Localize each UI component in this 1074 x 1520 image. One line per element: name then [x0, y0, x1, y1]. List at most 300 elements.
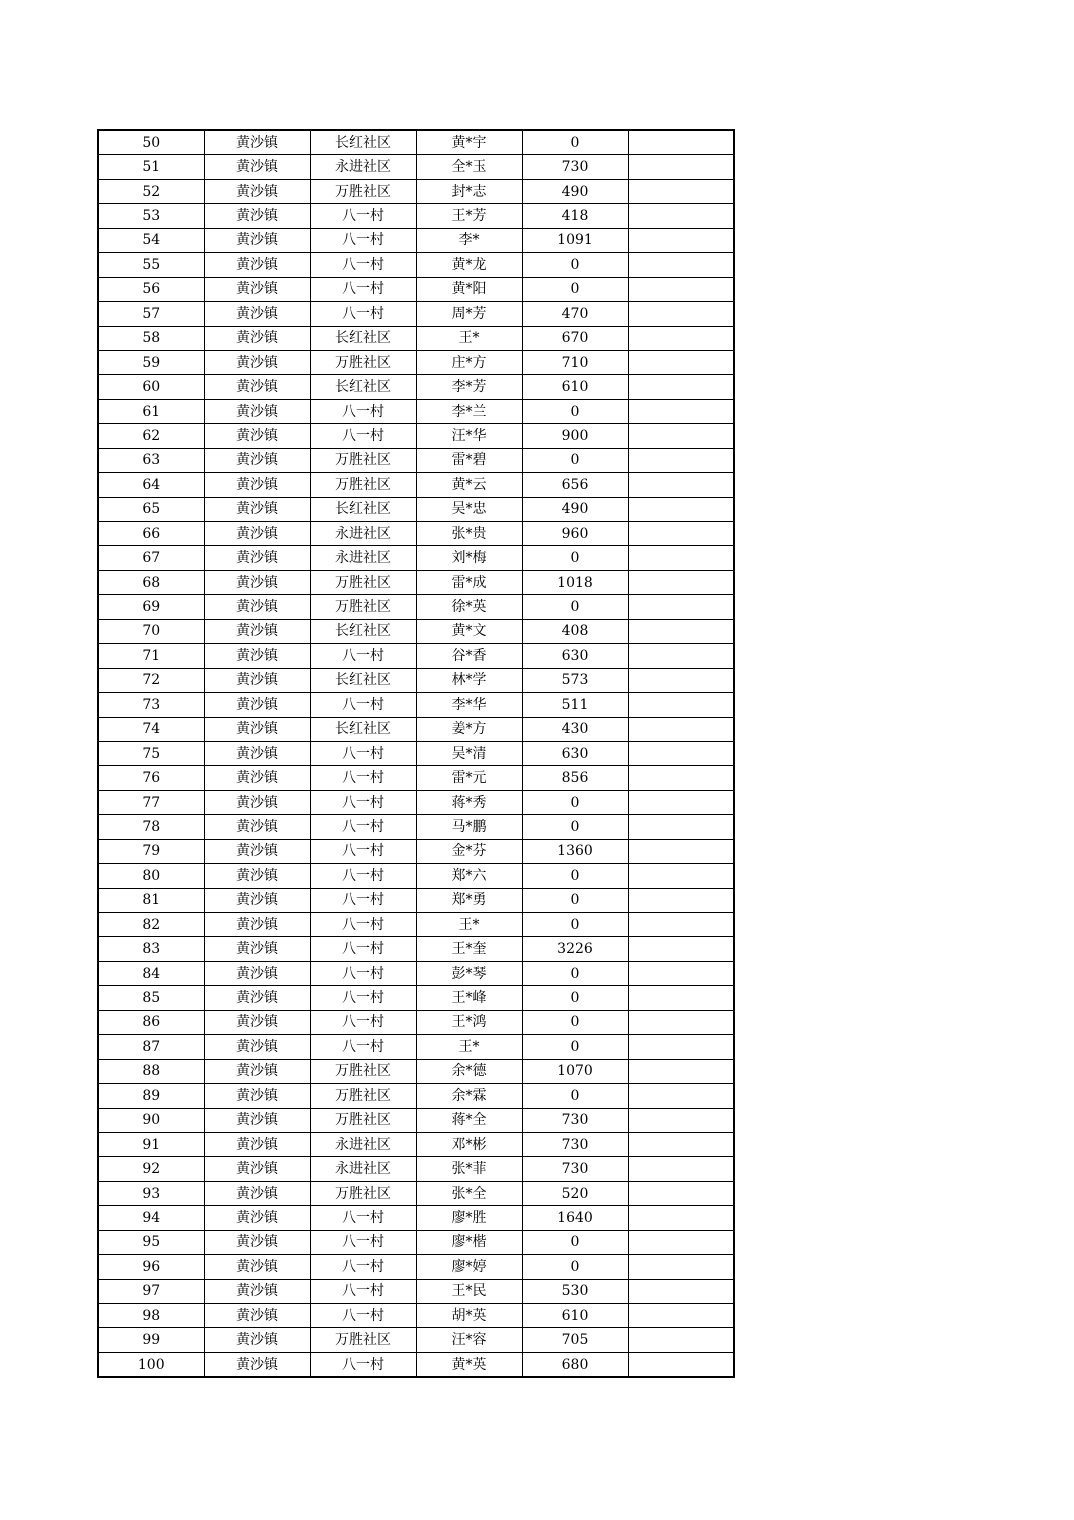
- cell-remark: [628, 913, 734, 937]
- cell-amount: 490: [522, 179, 628, 203]
- cell-index: 81: [98, 888, 204, 912]
- cell-remark: [628, 1084, 734, 1108]
- cell-community: 万胜社区: [310, 1328, 416, 1352]
- cell-name: 雷*元: [416, 766, 522, 790]
- table-row: [98, 1328, 734, 1352]
- cell-remark: [628, 1108, 734, 1132]
- cell-remark: [628, 497, 734, 521]
- cell-community: 八一村: [310, 228, 416, 252]
- cell-amount: 1070: [522, 1059, 628, 1083]
- cell-amount: 856: [522, 766, 628, 790]
- cell-town: 黄沙镇: [204, 570, 310, 594]
- cell-name: 刘*梅: [416, 546, 522, 570]
- cell-index: 85: [98, 986, 204, 1010]
- cell-remark: [628, 1352, 734, 1377]
- cell-index: 100: [98, 1352, 204, 1377]
- cell-amount: 0: [522, 253, 628, 277]
- cell-name: 彭*琴: [416, 961, 522, 985]
- cell-amount: 530: [522, 1279, 628, 1303]
- cell-amount: 0: [522, 986, 628, 1010]
- cell-community: 八一村: [310, 644, 416, 668]
- cell-index: 82: [98, 913, 204, 937]
- cell-index: 83: [98, 937, 204, 961]
- cell-town: 黄沙镇: [204, 1010, 310, 1034]
- cell-remark: [628, 1132, 734, 1156]
- cell-name: 林*学: [416, 668, 522, 692]
- cell-name: 黄*英: [416, 1352, 522, 1377]
- cell-community: 万胜社区: [310, 570, 416, 594]
- cell-name: 汪*容: [416, 1328, 522, 1352]
- cell-town: 黄沙镇: [204, 399, 310, 423]
- cell-amount: 656: [522, 473, 628, 497]
- cell-index: 94: [98, 1206, 204, 1230]
- cell-community: 万胜社区: [310, 1084, 416, 1108]
- table-row: [98, 326, 734, 350]
- cell-index: 87: [98, 1035, 204, 1059]
- table-row: [98, 1084, 734, 1108]
- cell-name: 胡*英: [416, 1304, 522, 1328]
- cell-name: 黄*阳: [416, 277, 522, 301]
- cell-amount: 0: [522, 546, 628, 570]
- cell-community: 八一村: [310, 937, 416, 961]
- cell-index: 71: [98, 644, 204, 668]
- cell-community: 万胜社区: [310, 448, 416, 472]
- cell-remark: [628, 693, 734, 717]
- cell-remark: [628, 668, 734, 692]
- cell-remark: [628, 1035, 734, 1059]
- cell-amount: 490: [522, 497, 628, 521]
- table-row: [98, 1157, 734, 1181]
- cell-town: 黄沙镇: [204, 179, 310, 203]
- cell-community: 长红社区: [310, 668, 416, 692]
- cell-remark: [628, 522, 734, 546]
- cell-community: 八一村: [310, 693, 416, 717]
- table-row: [98, 668, 734, 692]
- cell-amount: 408: [522, 619, 628, 643]
- cell-remark: [628, 741, 734, 765]
- table-row: [98, 1304, 734, 1328]
- cell-index: 58: [98, 326, 204, 350]
- table-row: [98, 986, 734, 1010]
- data-table: [97, 129, 735, 1378]
- table-row: [98, 619, 734, 643]
- cell-index: 95: [98, 1230, 204, 1254]
- cell-amount: 0: [522, 1035, 628, 1059]
- table-row: [98, 790, 734, 814]
- cell-index: 75: [98, 741, 204, 765]
- table-row: [98, 1132, 734, 1156]
- cell-town: 黄沙镇: [204, 595, 310, 619]
- cell-remark: [628, 815, 734, 839]
- cell-community: 长红社区: [310, 497, 416, 521]
- cell-index: 97: [98, 1279, 204, 1303]
- table-row: [98, 473, 734, 497]
- cell-amount: 730: [522, 155, 628, 179]
- table-row: [98, 522, 734, 546]
- cell-name: 李*华: [416, 693, 522, 717]
- cell-community: 八一村: [310, 864, 416, 888]
- cell-amount: 1360: [522, 839, 628, 863]
- cell-index: 69: [98, 595, 204, 619]
- cell-name: 郑*勇: [416, 888, 522, 912]
- cell-remark: [628, 961, 734, 985]
- table-row: [98, 253, 734, 277]
- cell-remark: [628, 888, 734, 912]
- cell-amount: 511: [522, 693, 628, 717]
- cell-community: 永进社区: [310, 1157, 416, 1181]
- cell-name: 李*芳: [416, 375, 522, 399]
- cell-name: 李*兰: [416, 399, 522, 423]
- cell-remark: [628, 619, 734, 643]
- cell-remark: [628, 375, 734, 399]
- cell-town: 黄沙镇: [204, 1132, 310, 1156]
- cell-remark: [628, 1059, 734, 1083]
- cell-town: 黄沙镇: [204, 864, 310, 888]
- cell-community: 八一村: [310, 1206, 416, 1230]
- cell-name: 汪*华: [416, 424, 522, 448]
- table-row: [98, 961, 734, 985]
- cell-town: 黄沙镇: [204, 790, 310, 814]
- cell-name: 王*: [416, 913, 522, 937]
- table-row: [98, 130, 734, 155]
- cell-town: 黄沙镇: [204, 228, 310, 252]
- cell-amount: 710: [522, 350, 628, 374]
- cell-index: 52: [98, 179, 204, 203]
- cell-index: 62: [98, 424, 204, 448]
- cell-name: 蒋*秀: [416, 790, 522, 814]
- cell-town: 黄沙镇: [204, 1157, 310, 1181]
- cell-town: 黄沙镇: [204, 1035, 310, 1059]
- cell-name: 马*鹏: [416, 815, 522, 839]
- cell-amount: 430: [522, 717, 628, 741]
- cell-remark: [628, 864, 734, 888]
- cell-town: 黄沙镇: [204, 766, 310, 790]
- table-row: [98, 913, 734, 937]
- table-body: [98, 130, 734, 1377]
- cell-community: 八一村: [310, 1352, 416, 1377]
- cell-name: 张*菲: [416, 1157, 522, 1181]
- cell-community: 永进社区: [310, 546, 416, 570]
- cell-index: 61: [98, 399, 204, 423]
- cell-name: 廖*楷: [416, 1230, 522, 1254]
- cell-remark: [628, 1157, 734, 1181]
- cell-index: 76: [98, 766, 204, 790]
- cell-name: 姜*方: [416, 717, 522, 741]
- cell-community: 八一村: [310, 839, 416, 863]
- cell-town: 黄沙镇: [204, 913, 310, 937]
- cell-index: 67: [98, 546, 204, 570]
- table-row: [98, 1230, 734, 1254]
- cell-index: 88: [98, 1059, 204, 1083]
- cell-community: 八一村: [310, 961, 416, 985]
- cell-town: 黄沙镇: [204, 448, 310, 472]
- cell-name: 王*奎: [416, 937, 522, 961]
- cell-amount: 0: [522, 913, 628, 937]
- table-row: [98, 1279, 734, 1303]
- cell-town: 黄沙镇: [204, 1108, 310, 1132]
- cell-remark: [628, 228, 734, 252]
- cell-remark: [628, 839, 734, 863]
- cell-community: 八一村: [310, 1279, 416, 1303]
- cell-index: 92: [98, 1157, 204, 1181]
- cell-amount: 0: [522, 1255, 628, 1279]
- cell-index: 74: [98, 717, 204, 741]
- cell-amount: 0: [522, 790, 628, 814]
- cell-remark: [628, 1181, 734, 1205]
- table-row: [98, 1181, 734, 1205]
- cell-town: 黄沙镇: [204, 155, 310, 179]
- cell-town: 黄沙镇: [204, 1304, 310, 1328]
- cell-index: 98: [98, 1304, 204, 1328]
- cell-town: 黄沙镇: [204, 668, 310, 692]
- table-row: [98, 375, 734, 399]
- cell-community: 八一村: [310, 1255, 416, 1279]
- cell-amount: 610: [522, 375, 628, 399]
- cell-remark: [628, 277, 734, 301]
- cell-index: 99: [98, 1328, 204, 1352]
- cell-town: 黄沙镇: [204, 839, 310, 863]
- cell-name: 庄*方: [416, 350, 522, 374]
- cell-community: 八一村: [310, 986, 416, 1010]
- cell-remark: [628, 766, 734, 790]
- cell-name: 吴*清: [416, 741, 522, 765]
- cell-name: 雷*碧: [416, 448, 522, 472]
- cell-remark: [628, 1279, 734, 1303]
- table-row: [98, 1255, 734, 1279]
- cell-remark: [628, 1230, 734, 1254]
- cell-amount: 0: [522, 864, 628, 888]
- cell-index: 89: [98, 1084, 204, 1108]
- cell-remark: [628, 1206, 734, 1230]
- cell-index: 96: [98, 1255, 204, 1279]
- cell-name: 吴*忠: [416, 497, 522, 521]
- cell-town: 黄沙镇: [204, 888, 310, 912]
- cell-town: 黄沙镇: [204, 961, 310, 985]
- cell-amount: 0: [522, 1084, 628, 1108]
- table-row: [98, 937, 734, 961]
- cell-remark: [628, 644, 734, 668]
- cell-index: 77: [98, 790, 204, 814]
- cell-amount: 0: [522, 595, 628, 619]
- cell-name: 余*德: [416, 1059, 522, 1083]
- cell-town: 黄沙镇: [204, 986, 310, 1010]
- cell-amount: 1018: [522, 570, 628, 594]
- table-row: [98, 350, 734, 374]
- table-row: [98, 497, 734, 521]
- cell-town: 黄沙镇: [204, 1279, 310, 1303]
- cell-remark: [628, 326, 734, 350]
- table-row: [98, 839, 734, 863]
- cell-index: 65: [98, 497, 204, 521]
- cell-index: 54: [98, 228, 204, 252]
- cell-community: 八一村: [310, 424, 416, 448]
- table-row: [98, 1108, 734, 1132]
- cell-index: 68: [98, 570, 204, 594]
- cell-town: 黄沙镇: [204, 375, 310, 399]
- table-row: [98, 1059, 734, 1083]
- cell-community: 万胜社区: [310, 350, 416, 374]
- cell-name: 王*: [416, 326, 522, 350]
- table-row: [98, 815, 734, 839]
- table-row: [98, 1206, 734, 1230]
- cell-town: 黄沙镇: [204, 1328, 310, 1352]
- cell-index: 91: [98, 1132, 204, 1156]
- cell-amount: 1640: [522, 1206, 628, 1230]
- cell-name: 全*玉: [416, 155, 522, 179]
- cell-remark: [628, 253, 734, 277]
- cell-town: 黄沙镇: [204, 815, 310, 839]
- table-row: [98, 228, 734, 252]
- cell-community: 八一村: [310, 302, 416, 326]
- cell-remark: [628, 473, 734, 497]
- cell-amount: 900: [522, 424, 628, 448]
- cell-community: 八一村: [310, 913, 416, 937]
- cell-amount: 418: [522, 204, 628, 228]
- cell-community: 万胜社区: [310, 1059, 416, 1083]
- cell-amount: 960: [522, 522, 628, 546]
- cell-index: 70: [98, 619, 204, 643]
- cell-name: 徐*英: [416, 595, 522, 619]
- cell-index: 50: [98, 130, 204, 155]
- table-row: [98, 302, 734, 326]
- cell-name: 谷*香: [416, 644, 522, 668]
- cell-remark: [628, 790, 734, 814]
- cell-name: 廖*婷: [416, 1255, 522, 1279]
- cell-amount: 0: [522, 888, 628, 912]
- cell-remark: [628, 595, 734, 619]
- cell-amount: 630: [522, 644, 628, 668]
- cell-community: 八一村: [310, 766, 416, 790]
- cell-name: 黄*云: [416, 473, 522, 497]
- table-row: [98, 864, 734, 888]
- cell-amount: 670: [522, 326, 628, 350]
- cell-remark: [628, 350, 734, 374]
- cell-town: 黄沙镇: [204, 1059, 310, 1083]
- cell-index: 90: [98, 1108, 204, 1132]
- cell-town: 黄沙镇: [204, 741, 310, 765]
- cell-town: 黄沙镇: [204, 1206, 310, 1230]
- cell-name: 雷*成: [416, 570, 522, 594]
- cell-community: 万胜社区: [310, 1181, 416, 1205]
- cell-town: 黄沙镇: [204, 424, 310, 448]
- cell-remark: [628, 1255, 734, 1279]
- cell-remark: [628, 937, 734, 961]
- table-row: [98, 204, 734, 228]
- cell-remark: [628, 1328, 734, 1352]
- table-row: [98, 1352, 734, 1377]
- table-row: [98, 1035, 734, 1059]
- table-row: [98, 448, 734, 472]
- table-row: [98, 717, 734, 741]
- cell-amount: 1091: [522, 228, 628, 252]
- cell-name: 王*民: [416, 1279, 522, 1303]
- cell-community: 八一村: [310, 790, 416, 814]
- cell-amount: 573: [522, 668, 628, 692]
- cell-index: 51: [98, 155, 204, 179]
- cell-name: 王*: [416, 1035, 522, 1059]
- cell-town: 黄沙镇: [204, 302, 310, 326]
- cell-amount: 0: [522, 961, 628, 985]
- cell-remark: [628, 424, 734, 448]
- cell-remark: [628, 717, 734, 741]
- cell-town: 黄沙镇: [204, 1084, 310, 1108]
- cell-name: 张*全: [416, 1181, 522, 1205]
- cell-community: 万胜社区: [310, 1108, 416, 1132]
- cell-index: 66: [98, 522, 204, 546]
- cell-index: 60: [98, 375, 204, 399]
- cell-community: 万胜社区: [310, 179, 416, 203]
- cell-town: 黄沙镇: [204, 1181, 310, 1205]
- cell-town: 黄沙镇: [204, 644, 310, 668]
- cell-remark: [628, 155, 734, 179]
- cell-community: 万胜社区: [310, 473, 416, 497]
- cell-amount: 520: [522, 1181, 628, 1205]
- cell-amount: 610: [522, 1304, 628, 1328]
- cell-name: 黄*宇: [416, 130, 522, 155]
- table-row: [98, 570, 734, 594]
- cell-community: 永进社区: [310, 522, 416, 546]
- cell-town: 黄沙镇: [204, 253, 310, 277]
- cell-amount: 0: [522, 130, 628, 155]
- table-row: [98, 766, 734, 790]
- cell-community: 八一村: [310, 1304, 416, 1328]
- cell-index: 53: [98, 204, 204, 228]
- cell-name: 封*志: [416, 179, 522, 203]
- cell-amount: 470: [522, 302, 628, 326]
- cell-name: 王*峰: [416, 986, 522, 1010]
- cell-town: 黄沙镇: [204, 277, 310, 301]
- cell-index: 73: [98, 693, 204, 717]
- cell-amount: 0: [522, 399, 628, 423]
- cell-name: 余*霖: [416, 1084, 522, 1108]
- table-row: [98, 693, 734, 717]
- table-row: [98, 155, 734, 179]
- table-row: [98, 424, 734, 448]
- cell-amount: 0: [522, 277, 628, 301]
- cell-amount: 0: [522, 815, 628, 839]
- cell-remark: [628, 130, 734, 155]
- cell-amount: 0: [522, 1010, 628, 1034]
- cell-town: 黄沙镇: [204, 1230, 310, 1254]
- cell-index: 93: [98, 1181, 204, 1205]
- cell-name: 邓*彬: [416, 1132, 522, 1156]
- cell-town: 黄沙镇: [204, 204, 310, 228]
- cell-remark: [628, 448, 734, 472]
- table-row: [98, 644, 734, 668]
- cell-index: 79: [98, 839, 204, 863]
- cell-remark: [628, 1010, 734, 1034]
- cell-remark: [628, 986, 734, 1010]
- cell-community: 永进社区: [310, 155, 416, 179]
- cell-name: 黄*文: [416, 619, 522, 643]
- cell-community: 八一村: [310, 815, 416, 839]
- cell-community: 八一村: [310, 741, 416, 765]
- cell-amount: 730: [522, 1132, 628, 1156]
- cell-name: 周*芳: [416, 302, 522, 326]
- cell-amount: 0: [522, 448, 628, 472]
- table-row: [98, 1010, 734, 1034]
- cell-name: 廖*胜: [416, 1206, 522, 1230]
- cell-amount: 630: [522, 741, 628, 765]
- cell-remark: [628, 204, 734, 228]
- cell-index: 80: [98, 864, 204, 888]
- cell-community: 永进社区: [310, 1132, 416, 1156]
- cell-town: 黄沙镇: [204, 1255, 310, 1279]
- cell-community: 长红社区: [310, 717, 416, 741]
- cell-remark: [628, 302, 734, 326]
- table-row: [98, 179, 734, 203]
- cell-index: 64: [98, 473, 204, 497]
